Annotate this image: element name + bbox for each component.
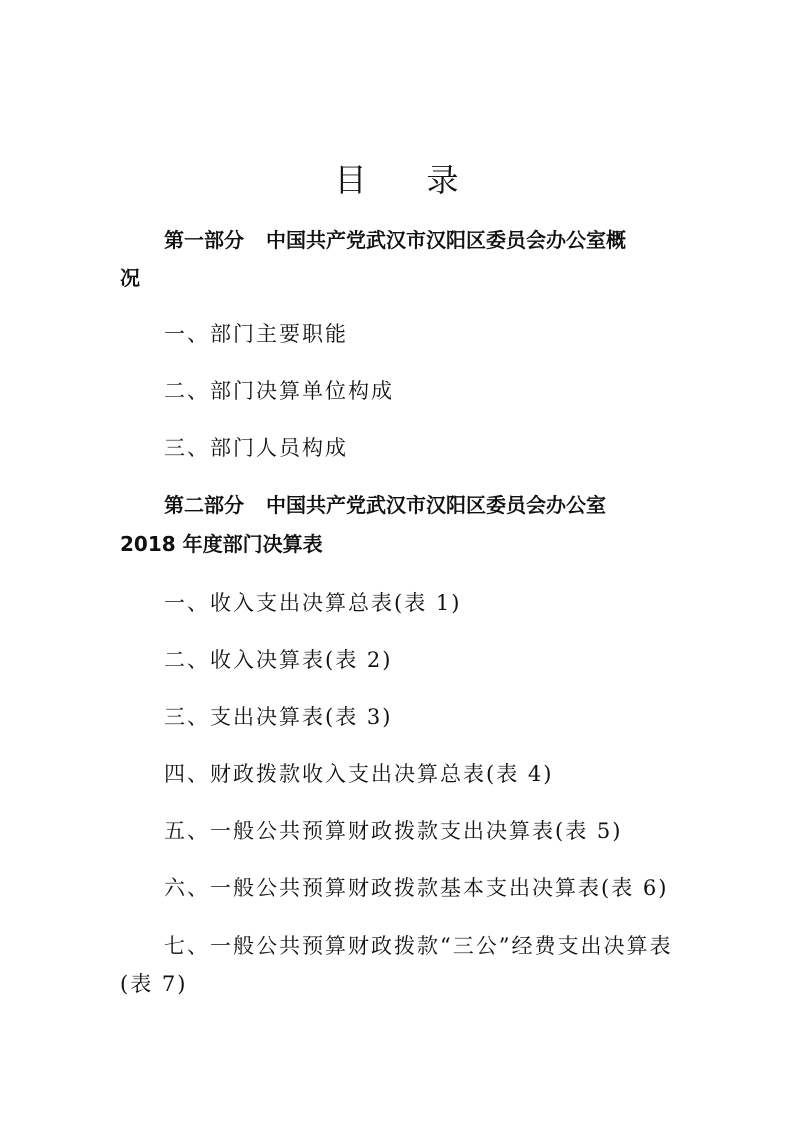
toc-item: 三、部门人员构成 <box>164 436 348 460</box>
toc-item-continuation: (表 7) <box>120 972 188 996</box>
part1-label: 第一部分 <box>164 228 244 252</box>
part1-title-line2: 况 <box>120 266 140 290</box>
toc-item: 五、一般公共预算财政拨款支出决算表(表 5) <box>164 819 623 843</box>
toc-item: 六、一般公共预算财政拨款基本支出决算表(表 6) <box>164 876 669 900</box>
toc-item: 一、部门主要职能 <box>164 322 348 346</box>
title-char-2: 录 <box>426 161 459 199</box>
toc-item: 二、收入决算表(表 2) <box>164 648 393 672</box>
part2-label: 第二部分 <box>164 493 244 517</box>
toc-item: 三、支出决算表(表 3) <box>164 705 393 729</box>
part2-title-line1: 中国共产党武汉市汉阳区委员会办公室 <box>266 493 606 517</box>
toc-item: 七、一般公共预算财政拨款“三公”经费支出决算表 <box>164 934 673 958</box>
toc-item: 一、收入支出决算总表(表 1) <box>164 591 462 615</box>
page-title <box>0 155 793 201</box>
part1-title-line1: 中国共产党武汉市汉阳区委员会办公室概 <box>266 228 626 252</box>
toc-item: 四、财政拨款收入支出决算总表(表 4) <box>164 762 554 786</box>
toc-item: 二、部门决算单位构成 <box>164 379 394 403</box>
part2-title-line2: 2018 年度部门决算表 <box>120 532 323 556</box>
title-char-1: 目 <box>334 161 367 199</box>
